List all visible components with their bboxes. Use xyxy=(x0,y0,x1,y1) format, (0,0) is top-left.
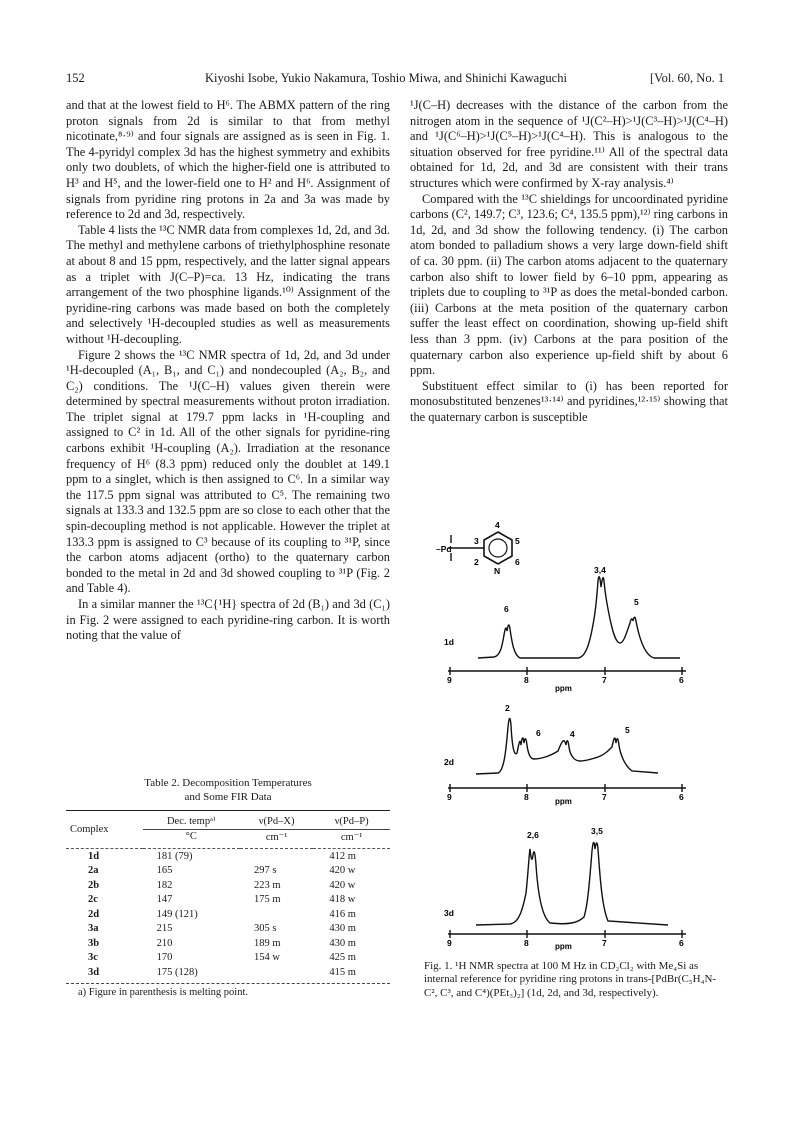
table-title xyxy=(66,776,390,804)
cell-pdx xyxy=(240,849,313,864)
cell-complex: 3d xyxy=(88,966,100,978)
tick-label-1d-6: 6 xyxy=(679,675,684,685)
cell-complex: 3c xyxy=(88,952,98,964)
ring-label-3: 3 xyxy=(474,536,479,546)
table-row xyxy=(66,849,390,864)
table-title-line2: and Some FIR Data xyxy=(184,791,272,803)
running-head-authors: Kiyoshi Isobe, Yukio Nakamura, Toshio Miwa, and Shinichi Kawaguchi xyxy=(205,71,567,85)
ring-label-6: 6 xyxy=(515,557,520,567)
tick-label-3d-8: 8 xyxy=(524,938,529,948)
peak-label-1d-6: 6 xyxy=(504,604,509,614)
left-paragraph-4: In a similar manner the ¹³C{¹H} spectra of 2d (B₁) and 3d (C₁) in Fig. 2 were assigned to each pyridine-ring carbon. It is worth noting that the value of xyxy=(66,597,390,643)
left-paragraph-2: Table 4 lists the ¹³C NMR data from complexes 1d, 2d, and 3d. The methyl and methylene carbons of triethylphosphine resonate at about 8 and 15 ppm, respectively, and the latter signal appears as a triplet with J(C–P)=ca. 13 Hz, indicating the trans arrangement of the two phosphine ligands.¹⁰⁾ Assignment of the pyridine-ring carbons was made based on both the completely and selectively ¹H-decoupled studies as well as measurements without ¹H-decoupling. xyxy=(66,222,390,346)
col-header-pd-x: ν(Pd–X) xyxy=(240,814,313,829)
cell-pdx: 175 m xyxy=(253,894,281,906)
axis-unit-3d: ppm xyxy=(555,942,572,951)
left-column xyxy=(66,98,390,644)
cell-pdx xyxy=(240,965,313,980)
tick-label-1d-9: 9 xyxy=(447,675,452,685)
spectrum-trace-1d xyxy=(478,577,680,658)
tick-label-1d-7: 7 xyxy=(602,675,607,685)
cell-complex: 3a xyxy=(88,923,99,935)
left-paragraph-1: and that at the lowest field to H⁶. The ABMX pattern of the ring proton signals from 2d is similar to that from methyl nicotinate,⁸·⁹⁾ and four signals are assigned as is seen in Fig. 1. The 4-pyridyl complex 3d has the highest symmetry and exhibits only two doublets, of which the higher-field one is attributed to H³ and H⁵, and the lower-field one to H² and H⁶. Assignment of signals from pyridine ring protons in 2a and 3a was made by reference to 2d and 3d, respectively. xyxy=(66,98,390,222)
spectrum-3d xyxy=(444,826,686,951)
col-header-pd-p: ν(Pd–P) xyxy=(313,814,390,829)
spectrum-2d xyxy=(444,703,686,806)
cell-complex: 2b xyxy=(88,879,100,891)
cell-pdp: 420 w xyxy=(329,865,356,877)
right-paragraph-3: Substituent effect similar to (i) has been reported for monosubstituted benzenes¹³·¹⁴⁾ and pyridines,¹²·¹⁵⁾ showing that the quaternary carbon is susceptible xyxy=(410,378,728,424)
panel-label-3d: 3d xyxy=(444,908,454,918)
table-row xyxy=(66,936,390,951)
right-paragraph-2: Compared with the ¹³C shieldings for uncoordinated pyridine carbons (C², 149.7; C³, 123.6; C⁴, 135.5 ppm),¹²⁾ ring carbons in 1d, 2d, and 3d show the following tendency. (i) The carbon atom bonded to palladium shows a very large down-field shift of ca. 30 ppm. (ii) The carbon atoms adjacent to the quaternary carbon also shift to lower field by 6–10 ppm, appearing as triplets due to coupling to ³¹P as does the metal-bonded carbon. (iii) Carbons at the meta position of the quaternary carbon suffer the least effect on coordination, showing up-field shift less than 3 ppm. (iv) Carbons at the para position of the quaternary carbon also experience up-field shift by about 6 ppm. xyxy=(410,191,728,378)
pyridine-structure xyxy=(448,532,512,564)
tick-label-3d-7: 7 xyxy=(602,938,607,948)
col-unit-pd-x: cm⁻¹ xyxy=(265,831,288,843)
right-column xyxy=(410,98,728,425)
cell-pdx: 189 m xyxy=(253,937,281,949)
peak-label-3d-35: 3,5 xyxy=(591,826,603,836)
figure-1 xyxy=(418,515,708,955)
cell-complex: 2d xyxy=(88,908,100,920)
col-unit-pd-p: cm⁻¹ xyxy=(340,831,363,843)
cell-pdp: 430 m xyxy=(329,937,356,949)
table-row xyxy=(66,965,390,980)
cell-dec: 165 xyxy=(156,865,173,877)
peak-label-2d-2: 2 xyxy=(505,703,510,713)
peak-label-2d-5: 5 xyxy=(625,725,630,735)
cell-pdx: 154 w xyxy=(253,952,280,964)
peak-label-1d-34: 3,4 xyxy=(594,565,606,575)
axis-unit-1d: ppm xyxy=(555,684,572,693)
cell-pdp: 430 m xyxy=(329,923,356,935)
cell-pdp: 415 m xyxy=(329,966,356,978)
cell-complex: 2c xyxy=(88,894,98,906)
spectrum-1d xyxy=(444,565,686,693)
cell-pdp: 420 w xyxy=(329,879,356,891)
table-2 xyxy=(66,776,390,998)
cell-pdp: 412 m xyxy=(329,850,356,862)
tick-label-1d-8: 8 xyxy=(524,675,529,685)
ring-label-4: 4 xyxy=(495,520,500,530)
table-2-grid xyxy=(66,814,390,980)
cell-dec: 170 xyxy=(156,952,173,964)
ring-label-2: 2 xyxy=(474,557,479,567)
pd-label: –Pd xyxy=(436,544,452,554)
cell-pdp: 425 m xyxy=(329,952,356,964)
col-unit-dec: °C xyxy=(185,831,197,843)
cell-pdx: 305 s xyxy=(253,923,277,935)
table-row xyxy=(66,907,390,922)
tick-label-3d-9: 9 xyxy=(447,938,452,948)
tick-label-2d-7: 7 xyxy=(602,792,607,802)
table-row xyxy=(66,878,390,893)
tick-label-2d-9: 9 xyxy=(447,792,452,802)
cell-pdx xyxy=(240,907,313,922)
left-paragraph-3: Figure 2 shows the ¹³C NMR spectra of 1d, 2d, and 3d under ¹H-decoupled (A₁, B₁, and C₁) and nondecoupled (A₂, B₂, and C₂) conditions. The ¹J(C–H) values given therein were determined by spectral measurements without proton irradiation. The triplet signal at 179.7 ppm lacks in ¹H-coupling and assigned to C² in 1d. All of the other signals for pyridine-ring carbons exhibit ¹H-coupling (A₂). Irradiation at the resonance frequency of H⁶ (8.3 ppm) reduced only the doublet at 149.1 ppm to a singlet, which is then assigned to C⁶. In a similar way the 117.5 ppm signal was attributed to C⁵. The remaining two signals at 133.3 and 132.5 ppm are so close to each other that the spin-decoupling method is not applicable. However the triplet at 133.3 ppm is assigned to C³ because of its coupling to ³¹P, since the carbon atoms adjacent (ortho) to the quaternary carbon bonded to the metal in 2d and 3d showed coupling to ³¹P (Fig. 2 and Table 4). xyxy=(66,347,390,596)
panel-label-2d: 2d xyxy=(444,757,454,767)
cell-dec: 215 xyxy=(156,923,173,935)
table-row xyxy=(66,864,390,879)
nmr-spectra-svg xyxy=(418,515,708,955)
page-number: 152 xyxy=(66,71,85,85)
table-row xyxy=(66,951,390,966)
panel-label-1d: 1d xyxy=(444,637,454,647)
cell-complex: 3b xyxy=(88,937,100,949)
cell-dec: 182 xyxy=(156,879,173,891)
tick-label-2d-8: 8 xyxy=(524,792,529,802)
tick-label-3d-6: 6 xyxy=(679,938,684,948)
cell-pdp: 418 w xyxy=(329,894,356,906)
cell-dec: 181 (79) xyxy=(156,850,193,862)
table-row xyxy=(66,922,390,937)
cell-dec: 210 xyxy=(156,937,173,949)
peak-label-2d-4: 4 xyxy=(570,729,575,739)
table-row xyxy=(66,893,390,908)
axis-unit-2d: ppm xyxy=(555,797,572,806)
cell-complex: 1d xyxy=(88,850,100,862)
cell-pdx: 297 s xyxy=(253,865,277,877)
peak-label-1d-5: 5 xyxy=(634,597,639,607)
col-header-dec-temp: Dec. tempᵃ⁾ xyxy=(143,814,240,829)
ring-label-n: N xyxy=(494,566,501,576)
cell-pdx: 223 m xyxy=(253,879,281,891)
table-footnote: a) Figure in parenthesis is melting point. xyxy=(78,986,249,998)
volume-info: [Vol. 60, No. 1 xyxy=(650,71,725,85)
cell-dec: 175 (128) xyxy=(156,966,198,978)
col-header-complex: Complex xyxy=(70,823,109,835)
ring-label-5: 5 xyxy=(515,536,520,546)
cell-dec: 149 (121) xyxy=(156,908,198,920)
peak-label-2d-6: 6 xyxy=(536,728,541,738)
peak-label-3d-26: 2,6 xyxy=(527,830,539,840)
spectrum-trace-3d xyxy=(476,842,668,925)
cell-dec: 147 xyxy=(156,894,173,906)
table-title-line1: Table 2. Decomposition Temperatures xyxy=(144,777,312,789)
cell-complex: 2a xyxy=(88,865,99,877)
tick-label-2d-6: 6 xyxy=(679,792,684,802)
spectrum-trace-2d xyxy=(476,718,658,774)
figure-1-caption: Fig. 1. ¹H NMR spectra at 100 M Hz in CD₂Cl₂ with Me₄Si as internal reference for pyridine ring protons in trans-[PdBr(C₅H₄N-C², C³, and C⁴)(PEt₃)₂] (1d, 2d, and 3d, respectively). xyxy=(424,960,717,999)
cell-pdp: 416 m xyxy=(329,908,356,920)
right-paragraph-1: ¹J(C–H) decreases with the distance of the carbon from the nitrogen atom in the sequence of ¹J(C²–H)>¹J(C³–H)>¹J(C⁴–H) and ¹J(C⁶–H)>¹J(C⁵–H)>¹J(C⁴–H). This is analogous to the situation observed for free pyridine.¹¹⁾ All of the spectral data obtained for 1d, 2d, and 3d are consistent with their trans structures which were confirmed by X-ray analysis.⁴⁾ xyxy=(410,98,728,190)
